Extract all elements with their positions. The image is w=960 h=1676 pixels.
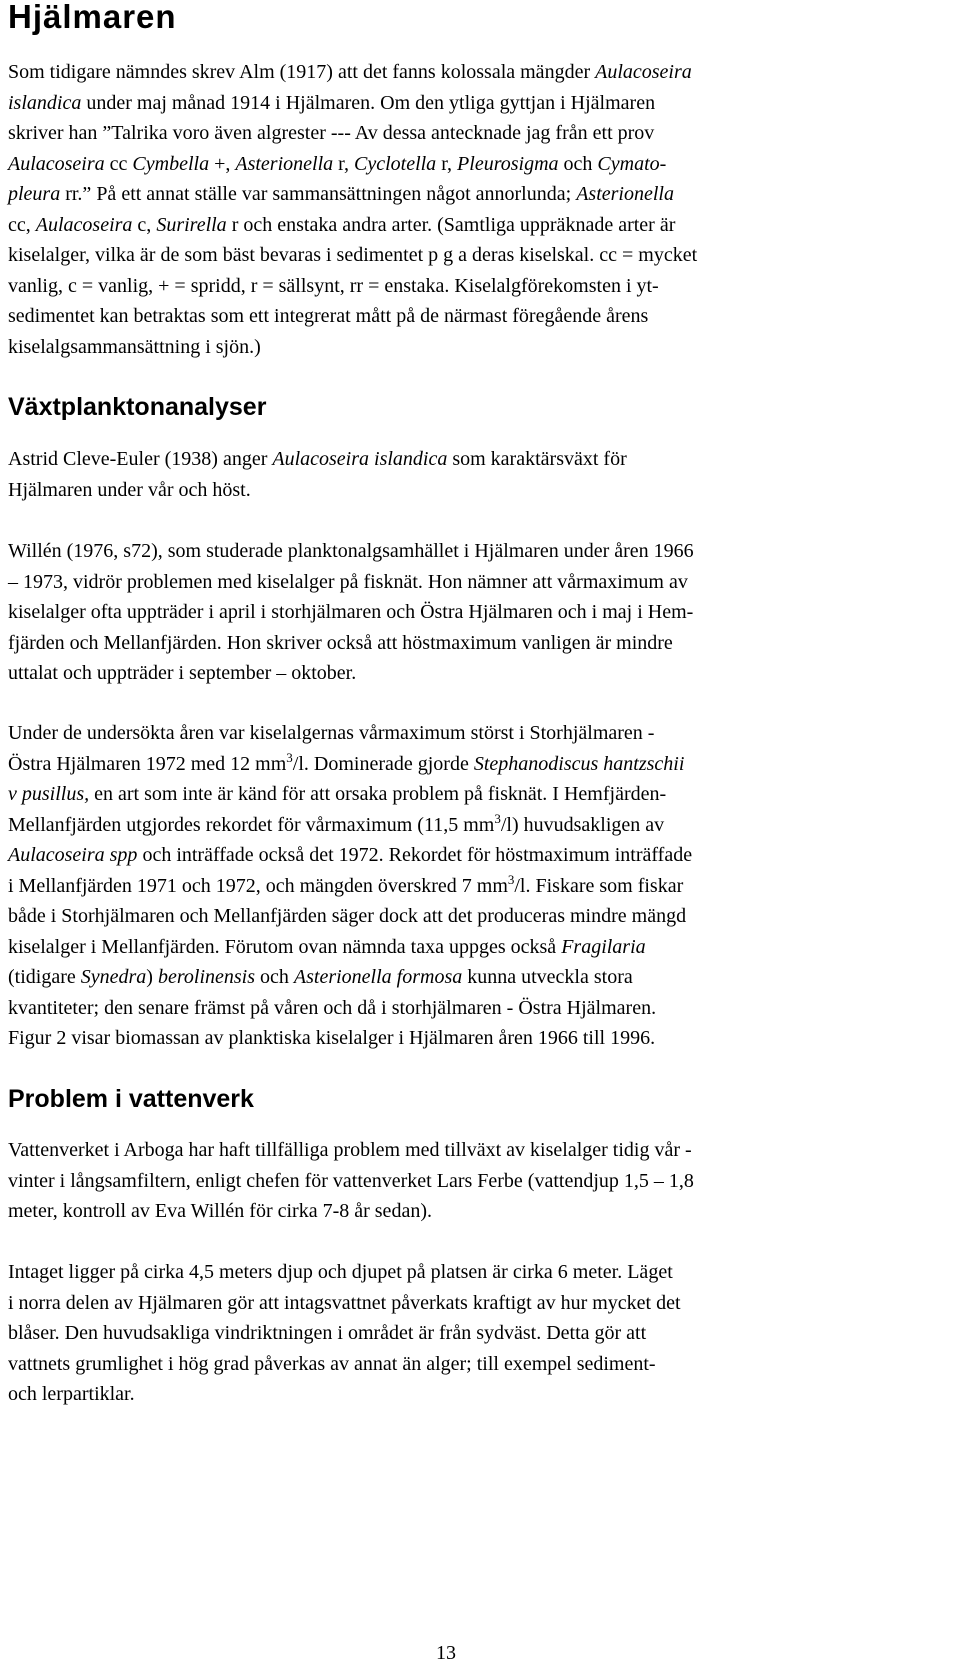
italic-term: Asterionella formosa xyxy=(293,966,463,988)
text-run: vinter i långsamfiltern, enligt chefen för vattenverket Lars Ferbe (vattendjup 1,5 – 1,8 xyxy=(8,1169,694,1192)
paragraph-alm xyxy=(8,57,958,362)
text-run: Mellanfjärden utgjordes rekordet för vårmaximum (11,5 mm xyxy=(8,813,495,836)
page-title: Hjälmaren xyxy=(8,0,177,35)
italic-term: berolinensis xyxy=(157,966,255,988)
text-line xyxy=(8,1135,958,1166)
text-run: r, xyxy=(333,152,354,175)
text-run: Vattenverket i Arboga har haft tillfälliga problem med tillväxt av kiselalger tidig vår - xyxy=(8,1139,692,1161)
italic-term: Cymbella xyxy=(132,152,210,175)
text-line xyxy=(8,240,958,271)
text-run: (tidigare xyxy=(8,966,81,988)
text-run: Figur 2 visar biomassan av planktiska kiselalger i Hjälmaren åren 1966 till 1996. xyxy=(8,1027,656,1049)
text-line xyxy=(8,210,958,241)
italic-term: Aulacoseira xyxy=(8,152,105,175)
text-run: och xyxy=(558,152,598,175)
text-line xyxy=(8,932,958,963)
text-run: och lerpartiklar. xyxy=(8,1383,135,1405)
text-run: och inträffade också det 1972. Rekordet för höstmaximum inträffade xyxy=(137,844,693,866)
text-line xyxy=(8,749,958,780)
paragraph-cleve-euler xyxy=(8,444,958,505)
text-run: i norra delen av Hjälmaren gör att intagsvattnet påverkats kraftigt av hur mycket det xyxy=(8,1291,681,1314)
text-line xyxy=(8,658,958,689)
text-line xyxy=(8,271,958,302)
text-line xyxy=(8,149,958,180)
page-number: 13 xyxy=(436,1642,456,1664)
superscript: 3 xyxy=(507,871,515,887)
superscript: 3 xyxy=(286,749,293,765)
text-run: r, xyxy=(436,152,458,175)
text-run: i Mellanfjärden 1971 och 1972, och mängden överskred 7 mm xyxy=(8,874,508,897)
text-line xyxy=(8,301,958,332)
text-run: ) xyxy=(146,966,158,988)
text-line xyxy=(8,1288,958,1319)
text-run: vattnets grumlighet i hög grad påverkas av annat än alger; till exempel sediment- xyxy=(8,1352,656,1375)
heading-vaxtplanktonanalyser: Växtplanktonanalyser xyxy=(8,393,267,421)
text-line xyxy=(8,718,958,749)
text-run: Under de undersökta åren var kiselalgernas vårmaximum störst i Storhjälmaren - xyxy=(8,722,655,744)
paragraph-undersokta-aren xyxy=(8,718,958,1054)
text-line xyxy=(8,118,958,149)
text-line xyxy=(8,901,958,932)
text-line xyxy=(8,962,958,993)
italic-term: Aulacoseira xyxy=(595,61,692,83)
text-line xyxy=(8,179,958,210)
text-line xyxy=(8,1379,958,1410)
text-run: som karaktärsväxt för xyxy=(447,448,627,470)
text-run: skriver han ”Talrika voro även algrester --- Av dessa antecknade jag från ett prov xyxy=(8,122,655,144)
text-line xyxy=(8,1196,958,1227)
text-run: +, xyxy=(209,152,236,175)
italic-term: Synedra xyxy=(80,966,147,988)
text-run: kiselalger i Mellanfjärden. Förutom ovan nämnda taxa uppges också xyxy=(8,935,562,958)
italic-term: Cymato- xyxy=(597,152,667,175)
text-run: cc, xyxy=(8,213,36,236)
text-run: kvantiteter; den senare främst på våren och då i storhjälmaren - Östra Hjälmaren. xyxy=(8,996,657,1019)
paragraph-intaget xyxy=(8,1257,958,1410)
text-line xyxy=(8,1349,958,1380)
italic-term: Pleurosigma xyxy=(457,152,559,175)
text-line xyxy=(8,993,958,1024)
text-line xyxy=(8,332,958,363)
text-run: Intaget ligger på cirka 4,5 meters djup och djupet på platsen är cirka 6 meter. Läget xyxy=(8,1261,673,1283)
text-line xyxy=(8,1166,958,1197)
paragraph-vattenverket xyxy=(8,1135,958,1227)
text-run: både i Storhjälmaren och Mellanfjärden säger dock att det produceras mindre mängd xyxy=(8,905,687,927)
text-run: under maj månad 1914 i Hjälmaren. Om den ytliga gyttjan i Hjälmaren xyxy=(81,91,656,114)
text-run: /l) huvudsakligen av xyxy=(500,813,665,836)
text-run: Som tidigare nämndes skrev Alm (1917) att det fanns kolossala mängder xyxy=(8,61,596,83)
italic-term: Asterionella xyxy=(576,183,674,205)
text-run: och xyxy=(255,966,294,988)
text-line xyxy=(8,1318,958,1349)
text-run: kiselalger, vilka är de som bäst bevaras i sedimentet p g a deras kiselskal. cc = mycket xyxy=(8,244,698,266)
italic-term: v pusillus, xyxy=(8,783,90,805)
text-run: en art som inte är känd för att orsaka problem på fisknät. I Hemfjärden- xyxy=(89,783,667,805)
italic-term: Cyclotella xyxy=(353,152,437,175)
italic-term: Surirella xyxy=(156,213,227,236)
text-line xyxy=(8,444,958,475)
heading-problem-i-vattenverk: Problem i vattenverk xyxy=(8,1085,254,1113)
italic-term: Aulacoseira spp xyxy=(8,844,138,866)
superscript: 3 xyxy=(494,810,501,826)
text-run: cc xyxy=(104,152,133,175)
text-line xyxy=(8,628,958,659)
text-line xyxy=(8,810,958,841)
text-run: /l. Dominerade gjorde xyxy=(292,752,474,775)
italic-term: pleura xyxy=(8,183,61,205)
text-run: /l. Fiskare som fiskar xyxy=(514,874,684,897)
text-line xyxy=(8,88,958,119)
text-line xyxy=(8,475,958,506)
text-run: sedimentet kan betraktas som ett integrerat mått på de närmast föregående årens xyxy=(8,305,649,327)
text-line xyxy=(8,597,958,628)
text-line xyxy=(8,57,958,88)
text-line xyxy=(8,567,958,598)
text-line xyxy=(8,779,958,810)
text-run: r och enstaka andra arter. (Samtliga uppräknade arter är xyxy=(226,213,676,236)
italic-term: Aulacoseira xyxy=(35,213,133,236)
text-line xyxy=(8,1023,958,1054)
text-line xyxy=(8,840,958,871)
text-run: Hjälmaren under vår och höst. xyxy=(8,478,251,501)
italic-term: Aulacoseira islandica xyxy=(272,448,448,470)
italic-term: Fragilaria xyxy=(561,935,646,958)
text-run: – 1973, vidrör problemen med kiselalger på fisknät. Hon nämner att vårmaximum av xyxy=(8,570,688,593)
text-run: blåser. Den huvudsakliga vindriktningen i området är från sydväst. Detta gör att xyxy=(8,1322,647,1344)
paragraph-willen xyxy=(8,536,958,689)
text-run: c, xyxy=(132,213,157,236)
text-run: uttalat och uppträder i september – oktober. xyxy=(8,662,357,684)
text-run: vanlig, c = vanlig, + = spridd, r = sällsynt, rr = enstaka. Kiselalgförekomsten i yt- xyxy=(8,274,659,297)
text-run: Östra Hjälmaren 1972 med 12 mm xyxy=(8,752,287,775)
text-run: Astrid Cleve-Euler (1938) anger xyxy=(8,448,273,470)
text-run: kiselalgsammansättning i sjön.) xyxy=(8,335,261,358)
italic-term: Stephanodiscus hantzschii xyxy=(473,752,685,775)
text-line xyxy=(8,871,958,902)
text-run: kunna utveckla stora xyxy=(462,966,633,988)
text-run: kiselalger ofta uppträder i april i storhjälmaren och Östra Hjälmaren och i maj i Hem- xyxy=(8,601,694,623)
italic-term: islandica xyxy=(8,91,82,114)
text-run: rr.” På ett annat ställe var sammansättningen något annorlunda; xyxy=(60,183,577,205)
text-line xyxy=(8,1257,958,1288)
text-line xyxy=(8,536,958,567)
text-run: meter, kontroll av Eva Willén för cirka 7-8 år sedan). xyxy=(8,1200,432,1222)
text-run: fjärden och Mellanfjärden. Hon skriver också att höstmaximum vanligen är mindre xyxy=(8,631,673,654)
italic-term: Asterionella xyxy=(235,152,334,175)
text-run: Willén (1976, s72), som studerade planktonalgsamhället i Hjälmaren under åren 1966 xyxy=(8,540,694,562)
